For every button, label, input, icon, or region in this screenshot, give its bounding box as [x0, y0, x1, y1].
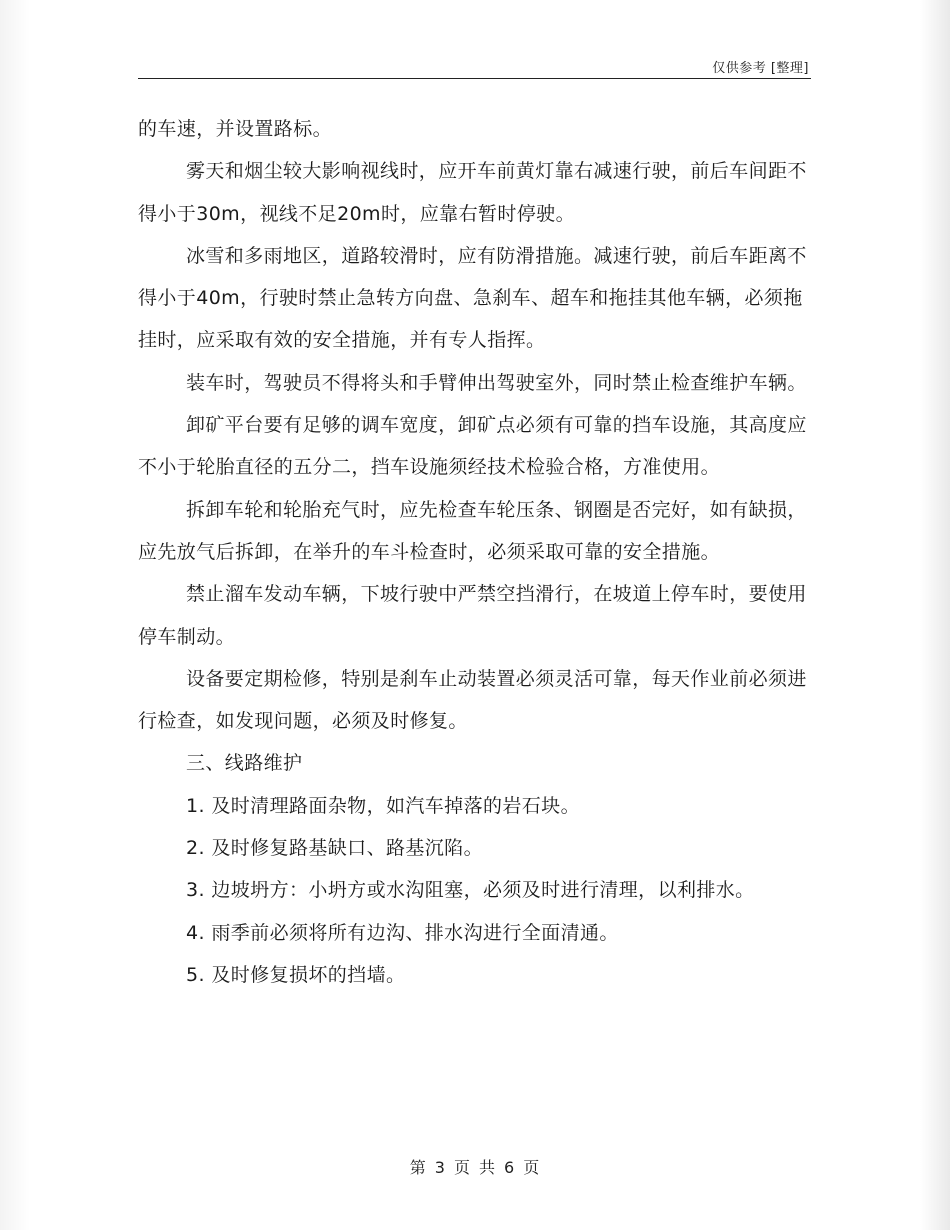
paragraph-no-coasting: 禁止溜车发动车辆，下坡行驶中严禁空挡滑行，在坡道上停车时，要使用停车制动。 — [138, 583, 807, 648]
page-left-edge — [0, 0, 30, 1230]
list-item-2: 2. 及时修复路基缺口、路基沉陷。 — [186, 837, 483, 860]
footer-total-word: 共 — [479, 1158, 497, 1177]
list-item-5: 5. 及时修复损坏的挡墙。 — [186, 963, 406, 986]
header-text: 仅供参考 [整理] — [712, 61, 809, 76]
paragraph-maintenance: 设备要定期检修，特别是刹车止动装置必须灵活可靠，每天作业前必须进行检查，如发现问题，必须及时修复。 — [138, 667, 807, 733]
footer-suffix: 页 — [523, 1158, 541, 1177]
paragraph-unloading-platform: 卸矿平台要有足够的调车宽度，卸矿点必须有可靠的挡车设施，其高度应不小于轮胎直径的五分二，挡车设施须经技术检验合格，方准使用。 — [138, 414, 807, 479]
paragraph-loading: 装车时，驾驶员不得将头和手臂伸出驾驶室外，同时禁止检查维护车辆。 — [186, 371, 807, 394]
footer-page-word: 页 — [453, 1158, 471, 1177]
document-body — [138, 108, 811, 996]
page-header — [138, 52, 811, 79]
page-right-edge — [920, 0, 950, 1230]
paragraph-fog: 雾天和烟尘较大影响视线时，应开车前黄灯靠右减速行驶，前后车间距不得小于30m，视线不足20m时，应靠右暂时停驶。 — [138, 160, 807, 225]
footer-total-pages: 6 — [504, 1158, 516, 1177]
footer-prefix: 第 — [409, 1158, 427, 1177]
page-footer — [0, 1155, 950, 1178]
footer-current-page: 3 — [434, 1158, 446, 1177]
list-item-3: 3. 边坡坍方：小坍方或水沟阻塞，必须及时进行清理，以利排水。 — [186, 879, 755, 902]
paragraph-ice-rain: 冰雪和多雨地区，道路较滑时，应有防滑措施。减速行驶，前后车距离不得小于40m，行驶时禁止急转方向盘、急刹车、超车和拖挂其他车辆，必须拖挂时，应采取有效的安全措施，并有专人指挥。 — [138, 244, 807, 352]
paragraph-0: 的车速，并设置路标。 — [138, 118, 333, 140]
paragraph-tire-inflation: 拆卸车轮和轮胎充气时，应先检查车轮压条、钢圈是否完好，如有缺损，应先放气后拆卸，在举升的车斗检查时，必须采取可靠的安全措施。 — [138, 498, 807, 563]
list-item-4: 4. 雨季前必须将所有边沟、排水沟进行全面清通。 — [186, 921, 619, 944]
list-item-1: 1. 及时清理路面杂物，如汽车掉落的岩石块。 — [186, 794, 580, 817]
section-heading-route-maintenance: 三、线路维护 — [186, 752, 303, 775]
